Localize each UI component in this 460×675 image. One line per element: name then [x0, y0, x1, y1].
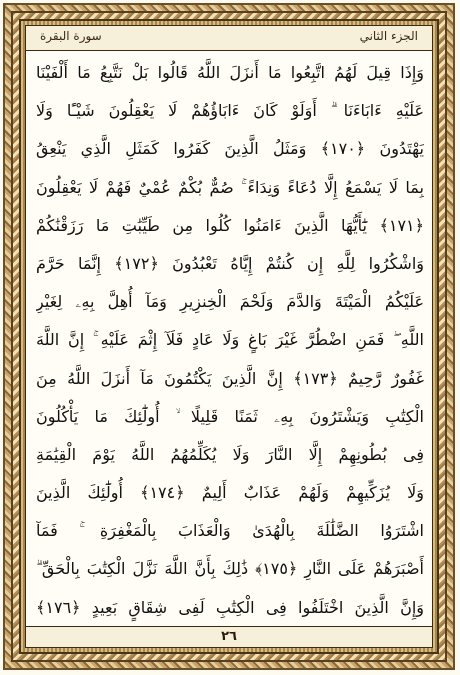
page-content — [25, 25, 433, 648]
text-line-5: ﴿١٧١﴾ يَٰٓأَيُّهَا الَّذِينَ ءَامَنُوا كُلُوا مِن طَيِّبَٰتِ مَا رَزَقْنَٰكُمْ — [36, 215, 424, 235]
text-line-4: بِمَا لَا يَسْمَعُ إِلَّا دُعَاءً وَنِدَاءً ۚ صُمٌّ بُكْمٌ عُمْيٌ فَهُمْ لَا يَعْقِلُونَ — [36, 177, 424, 197]
text-line-12: وَلَا يُزَكِّيهِمْ وَلَهُمْ عَذَابٌ أَلِيمٌ ﴿١٧٤﴾ أُولَٰٓئِكَ الَّذِينَ — [36, 483, 424, 503]
juz-name: الجزء الثاني — [359, 29, 418, 43]
text-line-1: وَإِذَا قِيلَ لَهُمُ اتَّبِعُوا مَا أَنزَلَ اللَّهُ قَالُوا بَلْ نَتَّبِعُ مَا أَلْفَيْنَا — [36, 63, 424, 82]
text-line-3: يَهْتَدُونَ ﴿١٧٠﴾ وَمَثَلُ الَّذِينَ كَفَرُوا كَمَثَلِ الَّذِي يَنْعِقُ — [36, 139, 424, 159]
text-line-7: عَلَيْكُمُ الْمَيْتَةَ وَالدَّمَ وَلَحْمَ الْخِنزِيرِ وَمَآ أُهِلَّ بِهِۦ لِغَيْرِ — [36, 292, 424, 312]
page-header — [26, 26, 432, 51]
text-line-9: غَفُورٌ رَّحِيمٌ ﴿١٧٣﴾ إِنَّ الَّذِينَ يَكْتُمُونَ مَآ أَنزَلَ اللَّهُ مِنَ — [36, 368, 424, 388]
page-footer — [26, 626, 432, 647]
surah-name: سورة البقرة — [40, 29, 102, 43]
text-line-6: وَاشْكُرُوا لِلَّهِ إِن كُنتُمْ إِيَّاهُ تَعْبُدُونَ ﴿١٧٢﴾ إِنَّمَا حَرَّمَ — [36, 253, 424, 273]
verses-text — [36, 54, 424, 617]
text-line-2: عَلَيْهِ ءَابَاءَنَا ۗ أَوَلَوْ كَانَ ءَابَاؤُهُمْ لَا يَعْقِلُونَ شَيْـًٔا وَلَا — [36, 101, 424, 121]
text-line-8: اللَّهِ ۖ فَمَنِ اضْطُرَّ غَيْرَ بَاغٍ وَلَا عَادٍ فَلَآ إِثْمَ عَلَيْهِ ۚ إِنَّ اللَّهَ — [36, 330, 424, 350]
text-line-14: أَصْبَرَهُمْ عَلَى النَّارِ ﴿١٧٥﴾ ذَٰلِكَ بِأَنَّ اللَّهَ نَزَّلَ الْكِتَٰبَ بِالْحَقِّ ۗ — [36, 559, 424, 579]
text-line-15: وَإِنَّ الَّذِينَ اخْتَلَفُوا فِى الْكِتَٰبِ لَفِى شِقَاقٍ بَعِيدٍ ﴿١٧٦﴾ — [36, 597, 424, 617]
text-line-13: اشْتَرَوُا الضَّلَٰلَةَ بِالْهُدَىٰ وَالْعَذَابَ بِالْمَغْفِرَةِ ۚ فَمَآ — [36, 521, 424, 541]
text-line-11: فِى بُطُونِهِمْ إِلَّا النَّارَ وَلَا يُكَلِّمُهُمُ اللَّهُ يَوْمَ الْقِيَٰمَةِ — [36, 444, 424, 464]
page-number: ٢٦ — [221, 629, 237, 644]
text-line-10: الْكِتَٰبِ وَيَشْتَرُونَ بِهِۦ ثَمَنًا قَلِيلًا ۙ أُولَٰٓئِكَ مَا يَأْكُلُونَ — [36, 406, 424, 426]
